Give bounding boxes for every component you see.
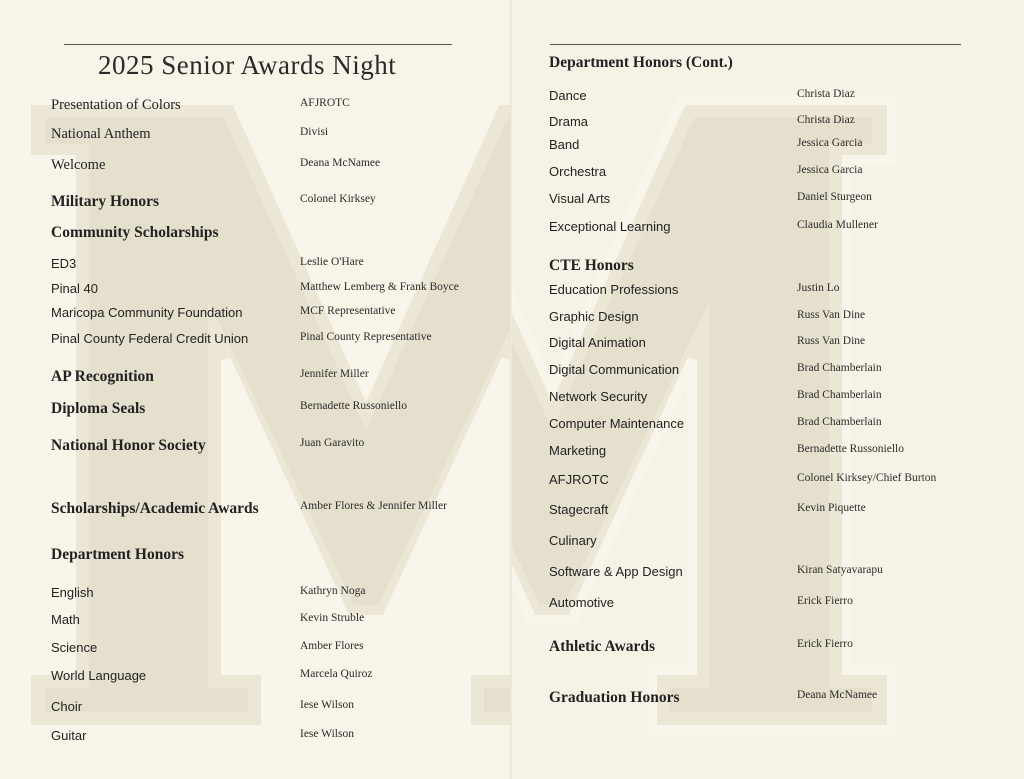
- section-heading: Department Honors: [51, 546, 185, 563]
- program-item-presenter: Marcela Quiroz: [300, 668, 373, 680]
- right-page: [512, 0, 1024, 779]
- section-heading: National Honor Society: [51, 437, 206, 454]
- program-item-label: Computer Maintenance: [549, 416, 685, 431]
- program-item-presenter: Colonel Kirksey: [300, 193, 376, 205]
- program-item-label: Orchestra: [549, 164, 607, 179]
- program-item-presenter: Brad Chamberlain: [797, 362, 882, 374]
- program-item-presenter: Brad Chamberlain: [797, 389, 882, 401]
- program-item-label: Culinary: [549, 533, 597, 548]
- section-heading: AP Recognition: [51, 368, 154, 385]
- program-item-presenter: Juan Garavito: [300, 437, 365, 449]
- program-item-presenter: Claudia Mullener: [797, 219, 878, 231]
- program-item-label: Band: [549, 137, 580, 152]
- program-item-label: National Anthem: [51, 126, 151, 142]
- program-item-presenter: Erick Fierro: [797, 638, 853, 650]
- program-item-presenter: Justin Lo: [797, 282, 840, 294]
- section-heading: Diploma Seals: [51, 400, 146, 417]
- program-item-presenter: Bernadette Russoniello: [797, 443, 904, 455]
- program-item-label: Digital Animation: [549, 335, 646, 350]
- program-item-label: English: [51, 585, 94, 600]
- top-rule-left: [64, 44, 452, 45]
- program-item-label: ED3: [51, 256, 77, 271]
- program-item-label: Automotive: [549, 595, 615, 610]
- program-item-presenter: Kevin Struble: [300, 612, 365, 624]
- program-item-label: Presentation of Colors: [51, 97, 181, 113]
- page-title: 2025 Senior Awards Night: [98, 50, 397, 80]
- section-heading: Scholarships/Academic Awards: [51, 500, 259, 517]
- program-item-presenter: Jennifer Miller: [300, 368, 369, 380]
- program-item-label: Drama: [549, 114, 589, 129]
- section-heading: Department Honors (Cont.): [549, 54, 733, 71]
- program-item-presenter: Deana McNamee: [300, 157, 381, 169]
- program-item-presenter: Colonel Kirksey/Chief Burton: [797, 472, 937, 484]
- section-heading: Graduation Honors: [549, 689, 680, 706]
- program-item-label: Pinal County Federal Credit Union: [51, 331, 249, 346]
- program-item-presenter: Christa Diaz: [797, 88, 855, 100]
- program-item-label: Science: [51, 640, 98, 655]
- program-item-presenter: Erick Fierro: [797, 595, 853, 607]
- program-item-presenter: Matthew Lemberg & Frank Boyce: [300, 281, 459, 293]
- program-item-label: Guitar: [51, 728, 87, 743]
- section-heading: Athletic Awards: [549, 638, 656, 655]
- program-item-presenter: Kiran Satyavarapu: [797, 564, 883, 576]
- program-item-presenter: Russ Van Dine: [797, 309, 866, 321]
- program-item-presenter: Pinal County Representative: [300, 331, 432, 343]
- program-item-label: Choir: [51, 699, 83, 714]
- program-item-presenter: Divisi: [300, 126, 329, 138]
- program-item-presenter: Russ Van Dine: [797, 335, 866, 347]
- program-item-presenter: Iese Wilson: [300, 728, 354, 740]
- program-item-label: Software & App Design: [549, 564, 683, 579]
- program-item-label: Graphic Design: [549, 309, 639, 324]
- program-item-label: Education Professions: [549, 282, 679, 297]
- program-item-presenter: Amber Flores & Jennifer Miller: [300, 500, 447, 512]
- program-item-label: Dance: [549, 88, 587, 103]
- program-item-label: Marketing: [549, 443, 607, 458]
- section-heading: CTE Honors: [549, 257, 634, 274]
- program-item-label: AFJROTC: [549, 472, 609, 487]
- program-item-presenter: Daniel Sturgeon: [797, 191, 872, 203]
- program-item-label: Pinal 40: [51, 281, 98, 296]
- top-rule-right: [550, 44, 961, 45]
- program-item-label: Exceptional Learning: [549, 219, 671, 234]
- section-heading: Community Scholarships: [51, 224, 219, 241]
- program-item-presenter: Iese Wilson: [300, 699, 354, 711]
- program-item-presenter: Deana McNamee: [797, 689, 878, 701]
- program-item-presenter: Bernadette Russoniello: [300, 400, 407, 412]
- program-item-presenter: Jessica Garcia: [797, 137, 863, 149]
- program-item-label: World Language: [51, 668, 147, 683]
- program-item-label: Maricopa Community Foundation: [51, 305, 243, 320]
- program-item-label: Welcome: [51, 157, 106, 173]
- program-item-presenter: Amber Flores: [300, 640, 364, 652]
- program-item-presenter: MCF Representative: [300, 305, 396, 317]
- program-item-presenter: Kathryn Noga: [300, 585, 366, 597]
- program-item-presenter: Jessica Garcia: [797, 164, 863, 176]
- program-item-presenter: Brad Chamberlain: [797, 416, 882, 428]
- section-heading: Military Honors: [51, 193, 160, 210]
- program-item-presenter: Kevin Piquette: [797, 502, 866, 514]
- program-item-label: Visual Arts: [549, 191, 611, 206]
- program-item-label: Stagecraft: [549, 502, 609, 517]
- program-item-label: Digital Communication: [549, 362, 680, 377]
- program-item-presenter: Christa Diaz: [797, 114, 855, 126]
- program-item-label: Math: [51, 612, 80, 627]
- program-item-presenter: Leslie O'Hare: [300, 256, 364, 268]
- program-item-presenter: AFJROTC: [300, 97, 350, 109]
- program-item-label: Network Security: [549, 389, 648, 404]
